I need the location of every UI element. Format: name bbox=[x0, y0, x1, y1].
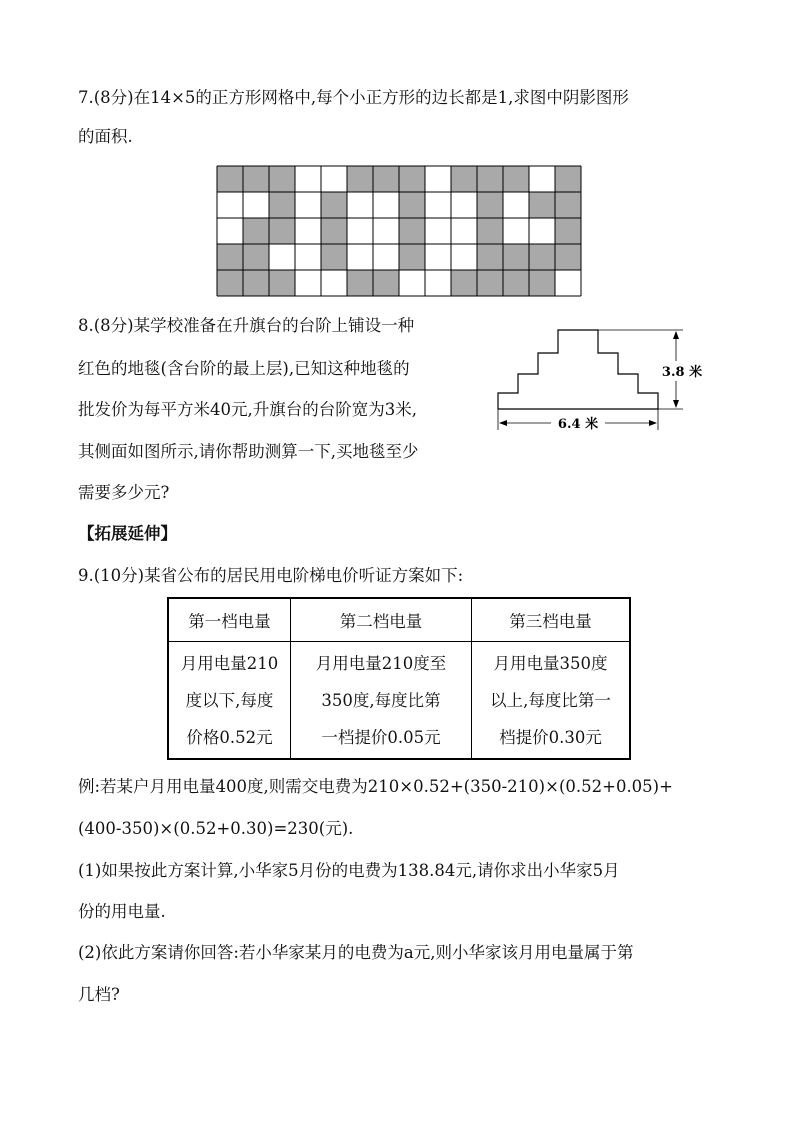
shaded-cell bbox=[243, 270, 269, 296]
shaded-cell bbox=[347, 166, 373, 192]
tier-1-line3: 价格0.52元 bbox=[186, 728, 273, 747]
shaded-cell bbox=[269, 166, 295, 192]
q8-text-line4: 其侧面如图所示,请你帮助测算一下,买地毯至少 bbox=[78, 442, 419, 461]
height-label: 3.8 米 bbox=[661, 365, 703, 380]
shaded-cell bbox=[477, 218, 503, 244]
shaded-cell bbox=[555, 192, 581, 218]
width-label: 6.4 米 bbox=[557, 417, 599, 432]
tier-3-cell bbox=[472, 642, 631, 760]
q8-text-line1: 8.(8分)某学校准备在升旗台的台阶上铺设一种 bbox=[78, 316, 415, 335]
shaded-cell bbox=[269, 192, 295, 218]
q7-text-line1: 7.(8分)在14×5的正方形网格中,每个小正方形的边长都是1,求图中阴影图形 bbox=[78, 88, 629, 107]
tier-3-line2: 以上,每度比第一 bbox=[490, 691, 611, 710]
q7-text-line2: 的面积. bbox=[78, 127, 133, 146]
width-arrow-left bbox=[499, 420, 507, 426]
height-arrow-top bbox=[673, 331, 679, 339]
shaded-cell bbox=[347, 270, 373, 296]
shaded-cell bbox=[373, 166, 399, 192]
stairs-side-view-figure bbox=[495, 326, 715, 436]
shaded-cell bbox=[477, 244, 503, 270]
shaded-cell bbox=[451, 166, 477, 192]
tier-2-line3: 一档提价0.05元 bbox=[321, 728, 441, 747]
table-row bbox=[168, 642, 630, 760]
example-line1: 例:若某户月用电量400度,则需交电费为210×0.52+(350-210)×(0.52+0.05)+ bbox=[78, 777, 673, 796]
shaded-cell bbox=[321, 218, 347, 244]
tier-1-line1: 月用电量210 bbox=[180, 654, 279, 673]
q8-text-line3: 批发价为每平方米40元,升旗台的台阶宽为3米, bbox=[78, 400, 417, 419]
sub-question-2-line1: (2)依此方案请你回答:若小华家某月的电费为a元,则小华家该月用电量属于第 bbox=[78, 943, 634, 962]
shaded-cell bbox=[217, 270, 243, 296]
table-header-row bbox=[168, 598, 630, 642]
shaded-cell bbox=[529, 192, 555, 218]
header-tier-3: 第三档电量 bbox=[472, 598, 631, 642]
shaded-cell bbox=[503, 270, 529, 296]
shaded-grid-figure bbox=[216, 165, 582, 297]
price-tier-table bbox=[167, 597, 631, 760]
tier-1-line2: 度以下,每度 bbox=[185, 691, 274, 710]
shaded-cell bbox=[503, 244, 529, 270]
tier-3-line1: 月用电量350度 bbox=[493, 654, 608, 673]
shaded-cell bbox=[217, 166, 243, 192]
shaded-cell bbox=[529, 270, 555, 296]
shaded-cell bbox=[477, 166, 503, 192]
shaded-cell bbox=[399, 218, 425, 244]
shaded-cell bbox=[217, 244, 243, 270]
shaded-cell bbox=[321, 192, 347, 218]
q9-intro: 9.(10分)某省公布的居民用电阶梯电价听证方案如下: bbox=[78, 566, 464, 585]
sub-question-1-line2: 份的用电量. bbox=[78, 902, 166, 921]
sub-question-1-line1: (1)如果按此方案计算,小华家5月份的电费为138.84元,请你求出小华家5月 bbox=[78, 861, 620, 880]
shaded-cell bbox=[243, 244, 269, 270]
shaded-cell bbox=[529, 244, 555, 270]
shaded-cell bbox=[555, 218, 581, 244]
shaded-cell bbox=[451, 270, 477, 296]
q8-text-line2: 红色的地毯(含台阶的最上层),已知这种地毯的 bbox=[78, 359, 410, 378]
shaded-cell bbox=[477, 270, 503, 296]
shaded-cell bbox=[555, 244, 581, 270]
q8-text-line5: 需要多少元? bbox=[78, 483, 170, 502]
header-tier-1: 第一档电量 bbox=[168, 598, 291, 642]
shaded-cell bbox=[399, 166, 425, 192]
height-arrow-bottom bbox=[673, 400, 679, 408]
shaded-cell bbox=[477, 192, 503, 218]
shaded-cell bbox=[321, 244, 347, 270]
shaded-cell bbox=[243, 166, 269, 192]
tier-2-line2: 350度,每度比第 bbox=[321, 691, 441, 710]
tier-2-line1: 月用电量210度至 bbox=[315, 654, 447, 673]
shaded-cell bbox=[399, 244, 425, 270]
example-line2: (400-350)×(0.52+0.30)=230(元). bbox=[78, 819, 354, 838]
shaded-cell bbox=[555, 166, 581, 192]
shaded-cell bbox=[399, 192, 425, 218]
shaded-cell bbox=[373, 270, 399, 296]
shaded-cell bbox=[503, 166, 529, 192]
shaded-cell bbox=[269, 270, 295, 296]
shaded-cell bbox=[243, 218, 269, 244]
stairs-outline bbox=[498, 330, 658, 409]
tier-2-cell bbox=[291, 642, 472, 760]
shaded-cell bbox=[269, 218, 295, 244]
section-heading: 【拓展延伸】 bbox=[78, 524, 177, 543]
tier-1-cell bbox=[168, 642, 291, 760]
header-tier-2: 第二档电量 bbox=[291, 598, 472, 642]
sub-question-2-line2: 几档? bbox=[78, 985, 120, 1004]
width-arrow-right bbox=[649, 420, 657, 426]
tier-3-line3: 档提价0.30元 bbox=[499, 728, 602, 747]
